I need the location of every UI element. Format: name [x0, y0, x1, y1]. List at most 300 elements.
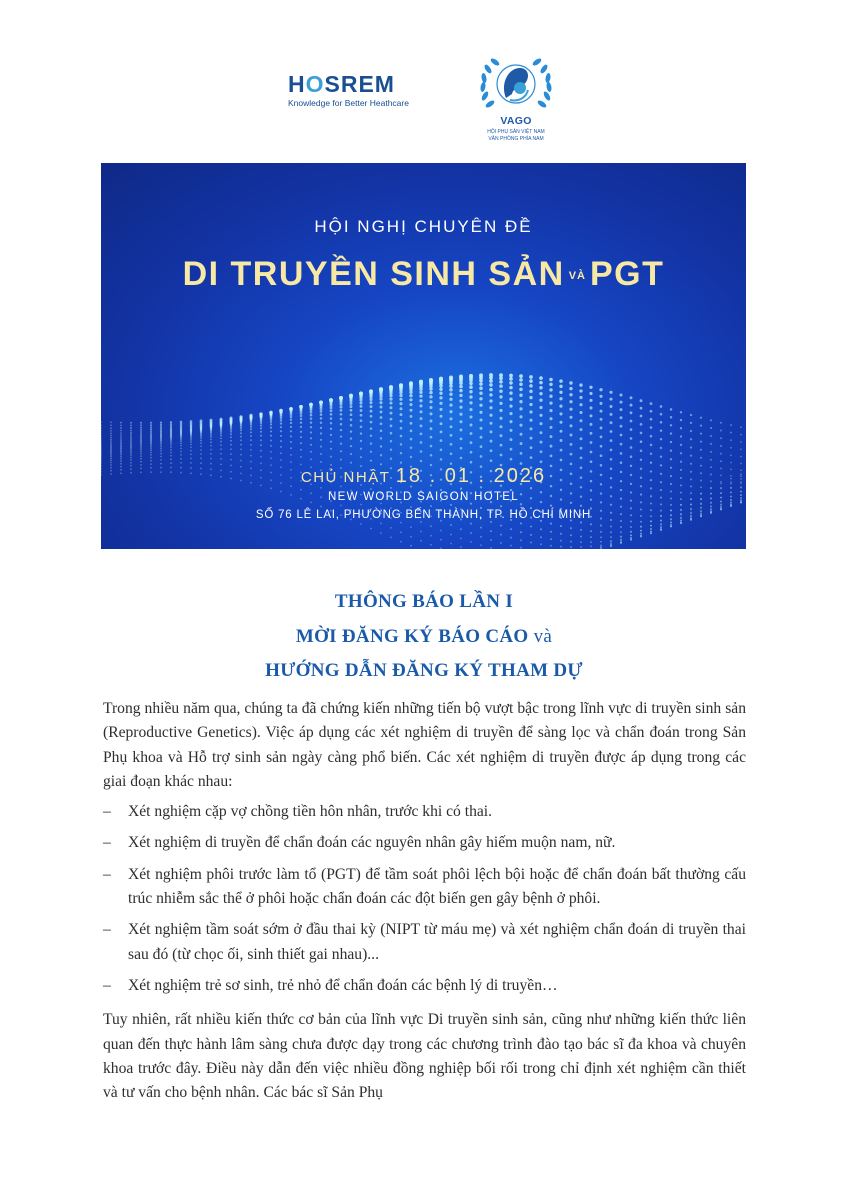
- wave-particle: [610, 405, 613, 408]
- wave-particle: [340, 406, 343, 409]
- wave-particle: [300, 449, 302, 451]
- wave-particle: [549, 378, 553, 382]
- wave-particle: [110, 457, 112, 459]
- wave-particle: [530, 427, 533, 430]
- wave-particle: [260, 450, 262, 452]
- wave-particle: [489, 393, 492, 396]
- bullet-dash: –: [103, 803, 111, 821]
- wave-particle: [580, 529, 582, 531]
- wave-particle: [270, 457, 272, 459]
- wave-particle: [480, 436, 483, 439]
- wave-particle: [290, 418, 292, 420]
- wave-particle: [520, 433, 523, 436]
- list-item-text: Xét nghiệm phôi trước làm tổ (PGT) để tầm soát phôi lệch bội hoặc để chẩn đoán bất thường cấu trúc nhiễm sắc thể ở phôi hoặc chẩn đoán các đột biến gen gây bệnh ở phôi.: [128, 865, 746, 908]
- wave-particle: [310, 458, 312, 460]
- wave-particle: [700, 433, 702, 435]
- wave-particle: [130, 459, 132, 461]
- wave-particle: [190, 441, 192, 443]
- wave-particle: [570, 434, 573, 437]
- wave-particle: [250, 461, 252, 463]
- wave-particle: [320, 439, 322, 441]
- wave-particle: [150, 447, 152, 449]
- wave-particle: [730, 504, 732, 506]
- wave-particle: [460, 546, 462, 548]
- wave-particle: [440, 431, 443, 434]
- wave-particle: [410, 422, 413, 425]
- wave-particle: [490, 430, 493, 433]
- list-item-text: Xét nghiệm tầm soát sớm ở đầu thai kỳ (NIPT từ máu mẹ) và xét nghiệm chẩn đoán di truyền thai sau đó (từ chọc ối, sinh thiết gai nhau)...: [128, 921, 746, 963]
- wave-particle: [600, 541, 602, 543]
- wave-particle: [519, 415, 522, 418]
- wave-particle: [250, 435, 252, 437]
- wave-particle: [469, 401, 472, 404]
- wave-particle: [300, 418, 303, 421]
- wave-particle: [440, 449, 443, 452]
- wave-particle: [240, 460, 242, 462]
- wave-particle: [559, 379, 563, 383]
- wave-particle: [110, 432, 112, 434]
- wave-particle: [250, 423, 252, 425]
- wave-particle: [160, 448, 162, 450]
- wave-particle: [489, 383, 493, 387]
- wave-particle: [250, 428, 252, 430]
- wave-particle: [130, 451, 132, 453]
- wave-particle: [101, 421, 102, 423]
- wave-particle: [549, 409, 552, 412]
- wave-particle: [420, 433, 423, 436]
- wave-particle: [500, 454, 503, 457]
- wave-particle: [740, 449, 742, 451]
- wave-particle: [460, 429, 463, 432]
- wave-particle: [260, 435, 262, 437]
- wave-particle: [460, 420, 463, 423]
- wave-particle: [110, 452, 112, 454]
- wave-particle: [290, 426, 292, 428]
- wave-particle: [220, 441, 222, 443]
- wave-particle: [350, 437, 352, 439]
- wave-particle: [600, 410, 603, 413]
- list-item: [103, 831, 746, 855]
- wave-particle: [270, 418, 272, 420]
- wave-particle: [120, 454, 122, 456]
- wave-particle: [360, 432, 362, 434]
- wave-particle: [140, 422, 142, 424]
- wave-particle: [550, 545, 552, 547]
- wave-particle: [579, 411, 582, 414]
- wave-particle: [230, 448, 232, 450]
- wave-particle: [340, 443, 342, 445]
- wave-particle: [220, 448, 222, 450]
- wave-particle: [610, 504, 612, 506]
- wave-particle: [520, 547, 522, 549]
- wave-particle: [320, 461, 322, 463]
- wave-particle: [160, 444, 162, 446]
- wave-particle: [690, 503, 692, 505]
- wave-particle: [439, 392, 442, 395]
- wave-particle: [230, 429, 232, 431]
- wave-particle: [450, 425, 453, 428]
- wave-particle: [150, 426, 152, 428]
- wave-particle: [101, 424, 102, 426]
- wave-particle: [610, 541, 612, 543]
- wave-particle: [479, 391, 482, 394]
- wave-particle: [360, 456, 362, 458]
- wave-particle: [210, 453, 212, 455]
- wave-particle: [640, 415, 643, 418]
- wave-particle: [389, 394, 392, 397]
- wave-particle: [380, 532, 382, 534]
- wave-particle: [419, 399, 422, 402]
- wave-particle: [559, 405, 562, 408]
- wave-particle: [390, 527, 392, 529]
- wave-particle: [459, 413, 462, 416]
- list-item: [103, 974, 746, 998]
- wave-particle: [690, 438, 692, 440]
- wave-particle: [530, 534, 532, 536]
- wave-particle: [409, 398, 412, 401]
- wave-particle: [290, 461, 292, 463]
- wave-particle: [449, 388, 452, 391]
- wave-particle: [130, 454, 132, 456]
- wave-particle: [170, 449, 172, 451]
- wave-particle: [470, 432, 473, 435]
- wave-particle: [529, 375, 533, 379]
- wave-particle: [520, 452, 523, 455]
- wave-particle: [509, 391, 512, 394]
- wave-particle: [480, 455, 483, 458]
- wave-particle: [330, 440, 332, 442]
- wave-particle: [560, 525, 562, 527]
- vago-name: VAGO: [500, 115, 532, 127]
- wave-particle: [510, 438, 513, 441]
- wave-particle: [549, 401, 552, 404]
- wave-particle: [360, 414, 363, 417]
- wave-particle: [579, 389, 582, 392]
- wave-particle: [290, 416, 293, 419]
- wave-particle: [579, 396, 582, 399]
- wave-particle: [510, 448, 513, 451]
- wave-particle: [410, 447, 413, 450]
- wave-particle: [220, 437, 222, 439]
- wave-particle: [540, 431, 543, 434]
- wave-particle: [519, 378, 523, 382]
- wave-particle: [250, 455, 252, 457]
- wave-particle: [340, 458, 342, 460]
- wave-particle: [350, 418, 353, 421]
- wave-particle: [160, 453, 162, 455]
- wave-particle: [690, 446, 692, 448]
- wave-particle: [310, 444, 312, 446]
- wave-particle: [120, 440, 122, 442]
- wave-particle: [680, 419, 682, 421]
- wave-particle: [640, 526, 642, 528]
- wave-particle: [519, 407, 522, 410]
- wave-particle: [370, 405, 373, 408]
- wave-particle: [640, 440, 643, 443]
- wave-particle: [530, 525, 532, 527]
- wave-particle: [260, 444, 262, 446]
- wave-particle: [500, 542, 502, 544]
- wave-particle: [210, 445, 212, 447]
- wave-particle: [350, 445, 352, 447]
- wave-particle: [470, 461, 473, 464]
- wave-particle: [650, 531, 652, 533]
- wave-particle: [600, 546, 602, 548]
- wave-particle: [390, 412, 393, 415]
- wave-particle: [120, 438, 122, 440]
- wave-particle: [620, 401, 623, 404]
- wave-particle: [260, 427, 262, 429]
- wave-particle: [509, 377, 513, 381]
- wave-particle: [190, 439, 192, 441]
- wave-particle: [590, 460, 593, 463]
- wave-particle: [120, 460, 122, 462]
- wave-particle: [310, 437, 312, 439]
- wave-particle: [720, 422, 722, 424]
- vago-subtitle-1: HỘI PHỤ SẢN VIỆT NAM: [487, 129, 545, 135]
- wave-particle: [450, 543, 452, 545]
- wave-particle: [110, 421, 112, 423]
- wave-particle: [340, 435, 342, 437]
- wave-particle: [540, 528, 542, 530]
- wave-particle: [630, 455, 633, 458]
- wave-particle: [700, 449, 702, 451]
- wave-particle: [509, 398, 512, 401]
- wave-particle: [610, 413, 613, 416]
- wave-particle: [599, 388, 602, 391]
- wave-particle: [410, 536, 412, 538]
- wave-particle: [620, 408, 623, 411]
- wave-particle: [670, 432, 672, 434]
- wave-particle: [290, 422, 292, 424]
- vago-emblem-icon: [470, 54, 562, 116]
- wave-particle: [670, 458, 672, 460]
- wave-particle: [620, 506, 622, 508]
- wave-particle: [500, 444, 503, 447]
- wave-particle: [230, 431, 232, 433]
- wave-particle: [101, 437, 102, 439]
- wave-particle: [380, 445, 382, 447]
- wave-particle: [470, 424, 473, 427]
- wave-particle: [619, 393, 622, 396]
- wave-particle: [620, 443, 623, 446]
- wave-particle: [101, 455, 102, 457]
- wave-particle: [130, 449, 132, 451]
- wave-particle: [310, 421, 312, 423]
- wave-particle: [610, 439, 613, 442]
- wave-particle: [630, 428, 633, 431]
- wave-particle: [429, 391, 432, 394]
- wave-particle: [270, 435, 272, 437]
- wave-particle: [320, 453, 322, 455]
- wave-particle: [140, 461, 142, 463]
- wave-particle: [360, 405, 363, 408]
- wave-particle: [150, 460, 152, 462]
- wave-particle: [400, 427, 403, 430]
- wave-particle: [260, 424, 262, 426]
- wave-particle: [270, 421, 272, 423]
- wave-particle: [410, 506, 412, 508]
- wave-particle: [500, 525, 502, 527]
- wave-particle: [150, 424, 152, 426]
- wave-particle: [480, 527, 482, 529]
- wave-particle: [390, 425, 393, 428]
- wave-particle: [300, 436, 302, 438]
- wave-particle: [620, 536, 622, 538]
- wave-particle: [680, 411, 682, 413]
- wave-particle: [610, 544, 612, 546]
- wave-particle: [400, 461, 402, 463]
- wave-particle: [440, 530, 442, 532]
- wave-particle: [459, 406, 462, 409]
- wave-particle: [399, 402, 402, 405]
- wave-particle: [210, 438, 212, 440]
- wave-particle: [660, 429, 663, 432]
- wave-particle: [320, 427, 322, 429]
- wave-particle: [509, 386, 513, 390]
- wave-particle: [400, 413, 403, 416]
- wave-particle: [270, 430, 272, 432]
- wave-particle: [200, 462, 202, 464]
- wave-particle: [230, 444, 232, 446]
- wave-particle: [340, 413, 343, 416]
- wave-particle: [290, 447, 292, 449]
- wave-particle: [490, 530, 492, 532]
- wave-particle: [720, 453, 722, 455]
- wave-particle: [540, 441, 543, 444]
- wave-particle: [450, 524, 452, 526]
- wave-particle: [429, 387, 433, 391]
- wave-particle: [300, 415, 303, 418]
- wave-particle: [360, 426, 363, 429]
- wave-particle: [479, 379, 483, 383]
- banner-venue: NEW WORLD SAIGON HOTEL: [328, 491, 519, 503]
- wave-particle: [459, 399, 462, 402]
- wave-particle: [670, 504, 672, 506]
- wave-particle: [230, 436, 232, 438]
- wave-particle: [220, 458, 222, 460]
- wave-particle: [350, 413, 353, 416]
- wave-particle: [610, 531, 612, 533]
- wave-particle: [419, 404, 422, 407]
- wave-particle: [630, 531, 632, 533]
- wave-particle: [250, 449, 252, 451]
- wave-particle: [580, 505, 582, 507]
- wave-particle: [589, 386, 592, 389]
- wave-particle: [710, 451, 712, 453]
- wave-particle: [380, 406, 383, 409]
- bullet-dash: –: [103, 865, 111, 883]
- wave-particle: [660, 503, 662, 505]
- wave-particle: [560, 533, 562, 535]
- wave-particle: [350, 402, 353, 405]
- wave-particle: [560, 439, 563, 442]
- wave-particle: [430, 454, 433, 457]
- wave-particle: [620, 526, 622, 528]
- wave-particle: [270, 426, 272, 428]
- wave-particle: [330, 434, 332, 436]
- wave-particle: [439, 384, 443, 388]
- wave-particle: [640, 535, 642, 537]
- wave-particle: [290, 441, 292, 443]
- wave-particle: [120, 432, 122, 434]
- wave-particle: [539, 381, 543, 385]
- wave-particle: [510, 537, 512, 539]
- wave-particle: [630, 396, 633, 399]
- wave-particle: [370, 528, 372, 530]
- wave-particle: [310, 426, 312, 428]
- wave-particle: [390, 432, 393, 435]
- wave-particle: [720, 437, 722, 439]
- wave-particle: [620, 452, 623, 455]
- wave-particle: [550, 505, 552, 507]
- wave-particle: [740, 434, 742, 436]
- wave-particle: [499, 395, 502, 398]
- wave-particle: [240, 444, 242, 446]
- wave-particle: [549, 395, 552, 398]
- wave-particle: [369, 401, 372, 404]
- wave-particle: [280, 430, 282, 432]
- wave-particle: [499, 402, 502, 405]
- wave-particle: [469, 385, 473, 389]
- wave-particle: [380, 416, 383, 419]
- wave-particle: [489, 406, 492, 409]
- wave-particle: [240, 449, 242, 451]
- wave-particle: [450, 534, 452, 536]
- wave-particle: [140, 453, 142, 455]
- wave-particle: [580, 457, 583, 460]
- wave-particle: [470, 532, 472, 534]
- wave-particle: [529, 396, 532, 399]
- wave-particle: [439, 396, 442, 399]
- wave-particle: [180, 448, 182, 450]
- wave-particle: [529, 403, 532, 406]
- wave-particle: [410, 438, 413, 441]
- wave-particle: [320, 407, 323, 410]
- wave-particle: [680, 504, 682, 506]
- wave-particle: [359, 401, 362, 404]
- wave-particle: [400, 443, 403, 446]
- wave-particle: [120, 427, 122, 429]
- wave-particle: [160, 450, 162, 452]
- wave-particle: [600, 436, 603, 439]
- wave-particle: [400, 541, 402, 543]
- wave-particle: [460, 538, 462, 540]
- wave-particle: [569, 387, 572, 390]
- wave-particle: [600, 525, 602, 527]
- wave-particle: [530, 437, 533, 440]
- wave-particle: [370, 427, 373, 430]
- wave-particle: [489, 422, 492, 425]
- wave-particle: [420, 460, 422, 462]
- wave-particle: [310, 417, 313, 420]
- wave-particle: [240, 432, 242, 434]
- wave-particle: [120, 430, 122, 432]
- wave-particle: [469, 395, 472, 398]
- wave-particle: [469, 408, 472, 411]
- wave-particle: [450, 453, 453, 456]
- wave-particle: [549, 417, 552, 420]
- wave-particle: [499, 409, 502, 412]
- wave-particle: [620, 416, 623, 419]
- wave-particle: [680, 427, 682, 429]
- wave-particle: [580, 541, 582, 543]
- wave-particle: [390, 458, 392, 460]
- wave-particle: [389, 398, 392, 401]
- wave-particle: [489, 399, 492, 402]
- wave-particle: [670, 524, 672, 526]
- wave-particle: [530, 542, 532, 544]
